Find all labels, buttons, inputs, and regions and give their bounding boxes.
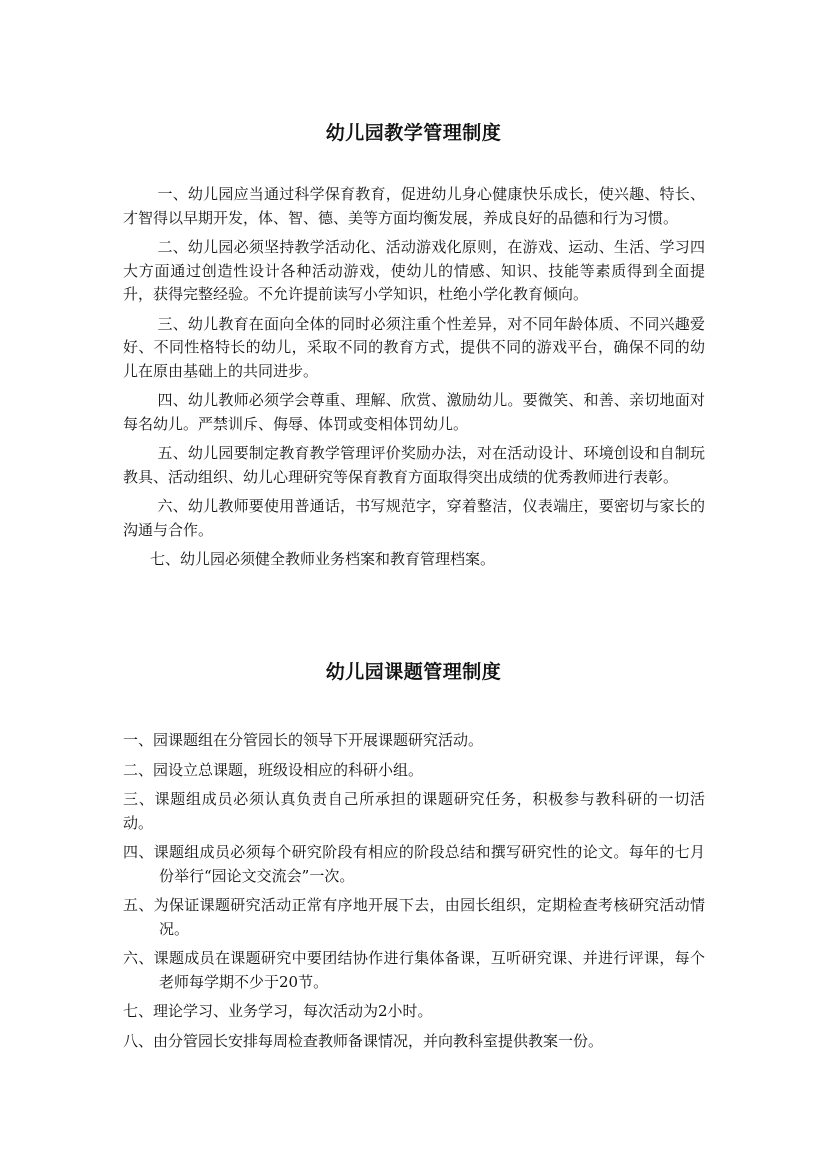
rule-item: 七、理论学习、业务学习，每次活动为2小时。 [123,1002,433,1020]
rule-item: 一、园课题组在分管园长的领导下开展课题研究活动。 [123,731,484,749]
rule-paragraph: 七、幼儿园必须健全教师业务档案和教育管理档案。 [150,550,496,568]
rule-paragraph: 二、幼儿园必须坚持教学活动化、活动游戏化原则，在游戏、运动、生活、学习四大方面通过创造性设计各种活动游戏，使幼儿的情感、知识、技能等素质得到全面提升，获得完整经验。不允许提前读写小学知识，杜绝小学化教育倾向。 [123,238,705,303]
rule-paragraph: 三、幼儿教育在面向全体的同时必须注重个性差异，对不同年龄体质、不同兴趣爱好、不同性格特长的幼儿，采取不同的教育方式，提供不同的游戏平台，确保不同的幼儿在原由基础上的共同进步。 [123,314,705,380]
rule-paragraph: 四、幼儿教师必须学会尊重、理解、欣赏、激励幼儿。要微笑、和善、亲切地面对每名幼儿。严禁训斥、侮辱、体罚或变相体罚幼儿。 [123,391,705,433]
rule-item: 五、为保证课题研究活动正常有序地开展下去，由园长组织，定期检查考核研究活动情况。 [123,896,705,938]
research-management-title: 幼儿园课题管理制度 [325,661,502,683]
rule-item: 六、课题成员在课题研究中要团结协作进行集体备课，互听研究课、并进行评课，每个老师每学期不少于20节。 [123,949,705,991]
rule-item: 二、园设立总课题，班级设相应的科研小组。 [123,760,424,779]
rule-item: 八、由分管园长安排每周检查教师备课情况，并向教科室提供教案一份。 [123,1031,604,1050]
rule-item: 四、课题组成员必须每个研究阶段有相应的阶段总结和撰写研究性的论文。每年的七月份举行“园论文交流会”一次。 [123,843,705,885]
rule-paragraph: 一、幼儿园应当通过科学保育教育，促进幼儿身心健康快乐成长，使兴趣、特长、才智得以早期开发，体、智、德、美等方面均衡发展，养成良好的品德和行为习惯。 [123,185,705,227]
research-management-rules [123,729,705,1059]
teaching-management-rules [123,183,705,578]
teaching-management-title: 幼儿园教学管理制度 [325,122,502,144]
rule-paragraph: 五、幼儿园要制定教育教学管理评价奖励办法，对在活动设计、环境创设和自制玩教具、活动组织、幼儿心理研究等保育教育方面取得突出成绩的优秀教师进行表彰。 [123,444,705,486]
rule-paragraph: 六、幼儿教师要使用普通话，书写规范字，穿着整洁，仪表端庄，要密切与家长的沟通与合作。 [123,497,705,539]
rule-item: 三、课题组成员必须认真负责自己所承担的课题研究任务，积极参与教科研的一切活动。 [123,790,705,832]
